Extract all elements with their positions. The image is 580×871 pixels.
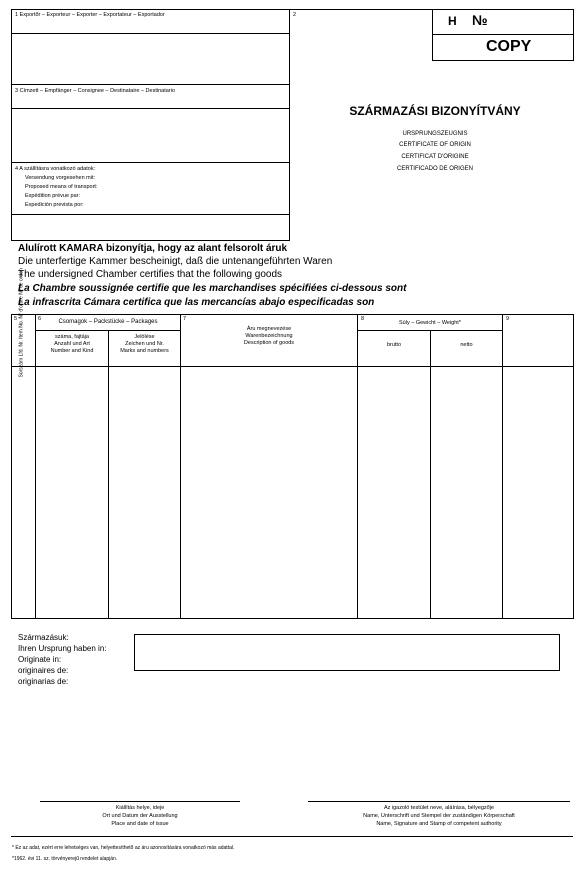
declaration-en: The undersigned Chamber certifies that the following goods [18,269,283,280]
sig-left-de: Ort und Datum der Ausstellung [102,813,178,819]
transport-line-1: Versendung vorgesehen mit: [25,175,96,181]
serial-prefix: H [448,14,457,28]
sig-right-hu: Az igazoló testület neve, aláírása, bélyegzője [383,805,495,811]
declaration-de: Die unterfertige Kammer bescheinigt, daß die untenangeführten Waren [18,256,333,267]
box3-label: 3 Címzett – Empfänger – Consignee – Destinataire – Destinatario [15,88,175,94]
col-marks-en: Marks and numbers [120,348,169,354]
box2-number: 2 [293,12,297,18]
col-extra-number: 9 [506,316,510,322]
col-div-2 [108,330,109,618]
title-sub-es: CERTIFICADO DE ORIGEN [397,166,473,172]
title-sub-fr: CERTIFICAT D'ORIGINE [401,154,469,160]
table-bottom [11,618,574,619]
col-div-4 [357,314,358,618]
declaration-es: La infrascrita Cámara certifica que las mercancías abajo especificadas son [18,297,375,308]
table-header-bottom [11,366,574,367]
title-sub-en: CERTIFICATE OF ORIGIN [399,142,471,148]
origin-label-de: Ihren Ursprung haben in: [18,644,107,653]
col-desc-hu: Áru megnevezése [246,326,292,332]
transport-line-2: Proposed means of transport: [25,184,98,190]
box1-label: 1 Exportőr – Exporteur – Exporter – Exportateur – Exportador [15,12,165,18]
col-brutto: brutto [386,342,402,348]
origin-label-fr: originaires de: [18,666,69,675]
title-sub-de: URSPRUNGSZEUGNIS [402,131,468,137]
col-div-5 [430,330,431,618]
sig-left-hu: Kiállítás helye, ideje [115,805,165,811]
weight-subheader-line [357,330,503,331]
col-desc-number: 7 [183,316,187,322]
col-number-kind-hu: száma, fajtája [55,334,89,340]
transport-line-3: Expédition prévue par: [25,193,81,199]
transport-line-4: Expedición prevista por: [25,202,84,208]
top-section-bottom [11,240,290,241]
col-netto: netto [460,342,473,348]
signature-left-line [40,801,240,802]
exporter-bottom-2 [11,84,290,85]
col-packages-header: Csomagok – Packstücke – Packages [58,319,158,325]
left-border-top [11,9,12,241]
col-div-6 [502,314,503,618]
col-number-kind-en: Number and Kind [50,348,94,354]
signature-right-line [308,801,570,802]
col-marks-de: Zeichen und Nr. [125,341,164,347]
exporter-right-divider [289,9,290,241]
table-left [11,314,12,618]
transport-bottom [11,214,290,215]
col-packages-number: 6 [38,316,42,322]
origin-label-en: Originate in: [18,655,62,664]
declaration-hu: Alulírott KAMARA bizonyítja, hogy az alant felsorolt áruk [18,243,288,254]
col-div-3 [180,314,181,618]
col-marks-hu: Jelölése [134,334,155,340]
origin-label-hu: Származásuk: [18,633,69,642]
footnote-separator [11,836,573,837]
col-item-vertical: Sorszám Lfd. Nr. Item No. N° d'ordre Nº de orden [18,268,25,378]
col-desc-en: Description of goods [243,340,295,346]
transport-line-0: 4 A szállításra vonatkozó adatok: [15,166,96,172]
sig-left-en: Place and date of issue [111,821,169,827]
origin-country-field[interactable] [134,634,560,671]
origin-label-es: originarias de: [18,677,69,686]
table-top [11,314,574,315]
sig-right-de: Name, Unterschrift und Stempel der zuständigen Körperschaft [363,813,515,819]
col-div-1 [35,314,36,618]
consignee-bottom [11,108,290,109]
col-desc-de: Warenbezeichnung [245,333,293,339]
packages-subheader-line [35,330,181,331]
consignee-bottom-2 [11,162,290,163]
footnote-1: * Ez az adat, ezért erre lehetséges van, helyettesíthető az áru azonosítására vonatkozó más adattal. [12,845,235,851]
col-number-kind-de: Anzahl und Art [54,341,90,347]
col-weight-number: 8 [361,316,365,322]
footnote-2: *1962. évi 11. sz. törvényerejű rendelet alapján. [12,856,118,862]
col-weight-header: Súly – Gewicht – Weight* [399,320,461,326]
declaration-fr: La Chambre soussignée certifie que les marchandises spécifiées ci-dessous sont [18,283,407,294]
exporter-bottom [11,33,290,34]
table-right [573,314,574,618]
col-item-number: 5 [14,316,18,322]
copy-label: COPY [486,38,532,55]
serial-no-sign: № [472,12,488,28]
sig-right-en: Name, Signature and Stamp of competent authority [376,821,502,827]
serial-box-divider [432,34,573,35]
certificate-title: SZÁRMAZÁSI BIZONYÍTVÁNY [349,104,521,118]
